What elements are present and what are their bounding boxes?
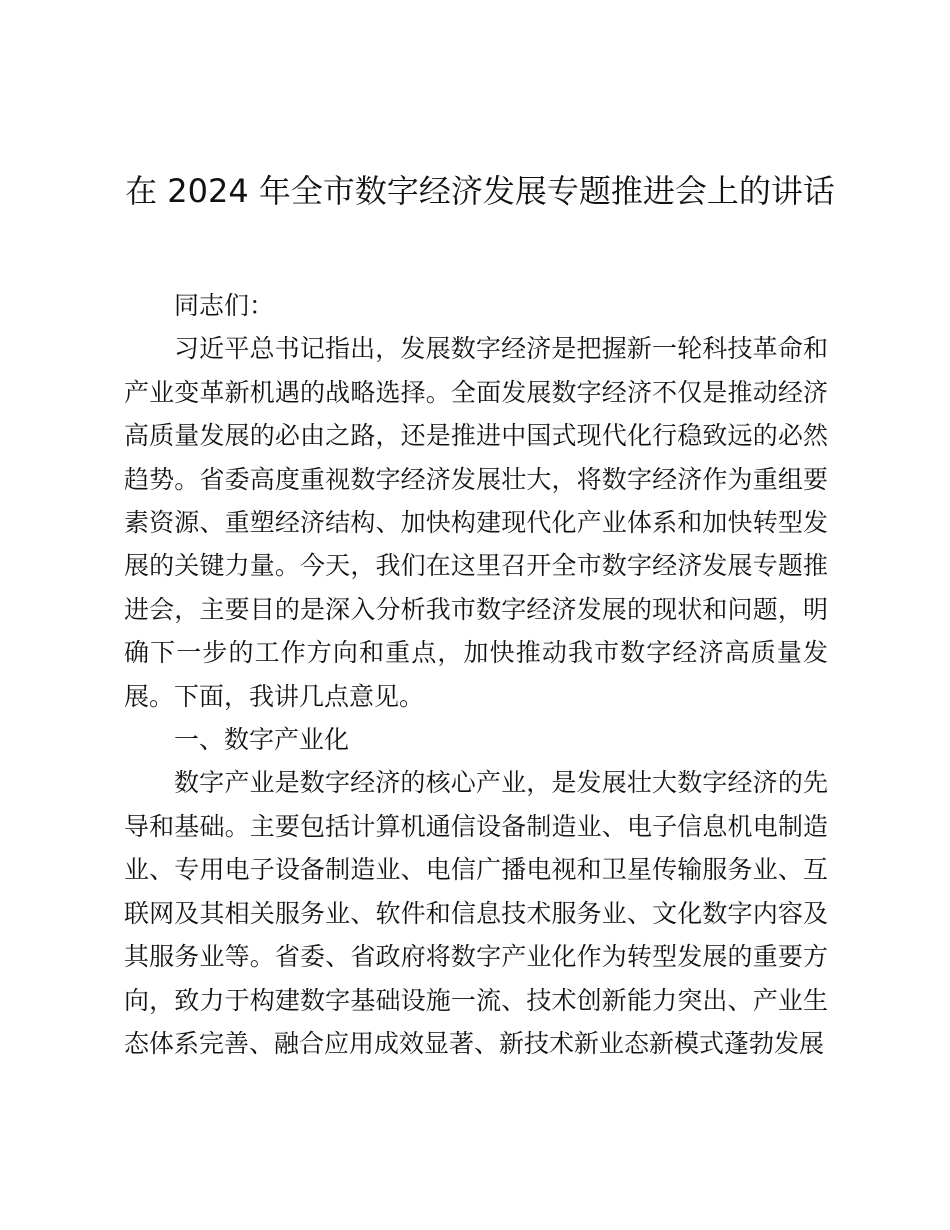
salutation: 同志们： <box>174 291 275 320</box>
document-title: 在 2024 年全市数字经济发展专题推进会上的讲话 <box>125 172 835 210</box>
body-paragraph: 数字产业是数字经济的核心产业，是发展壮大数字经济的先导和基础。主要包括计算机通信设备制造业、电子信息机电制造业、专用电子设备制造业、电信广播电视和卫星传输服务业、互联网及其相关服务业、软件和信息技术服务业、文化数字内容及其服务业等。省委、省政府将数字产业化作为转型发展的重要方向，致力于构建数字基础设施一流、技术创新能力突出、产业生态体系完善、融合应用成效显著、新技术新业态新模式蓬勃发展 <box>124 768 828 1058</box>
document-body <box>124 284 828 1065</box>
section-heading: 一、数字产业化 <box>174 725 350 755</box>
body-paragraph: 习近平总书记指出，发展数字经济是把握新一轮科技革命和产业变革新机遇的战略选择。全面发展数字经济不仅是推动经济高质量发展的必由之路，还是推进中国式现代化行稳致远的必然趋势。省委高度重视数字经济发展壮大，将数字经济作为重组要素资源、重塑经济结构、加快构建现代化产业体系和加快转型发展的关键力量。今天，我们在这里召开全市数字经济发展专题推进会，主要目的是深入分析我市数字经济发展的现状和问题，明确下一步的工作方向和重点，加快推动我市数字经济高质量发展。下面，我讲几点意见。 <box>124 334 828 711</box>
